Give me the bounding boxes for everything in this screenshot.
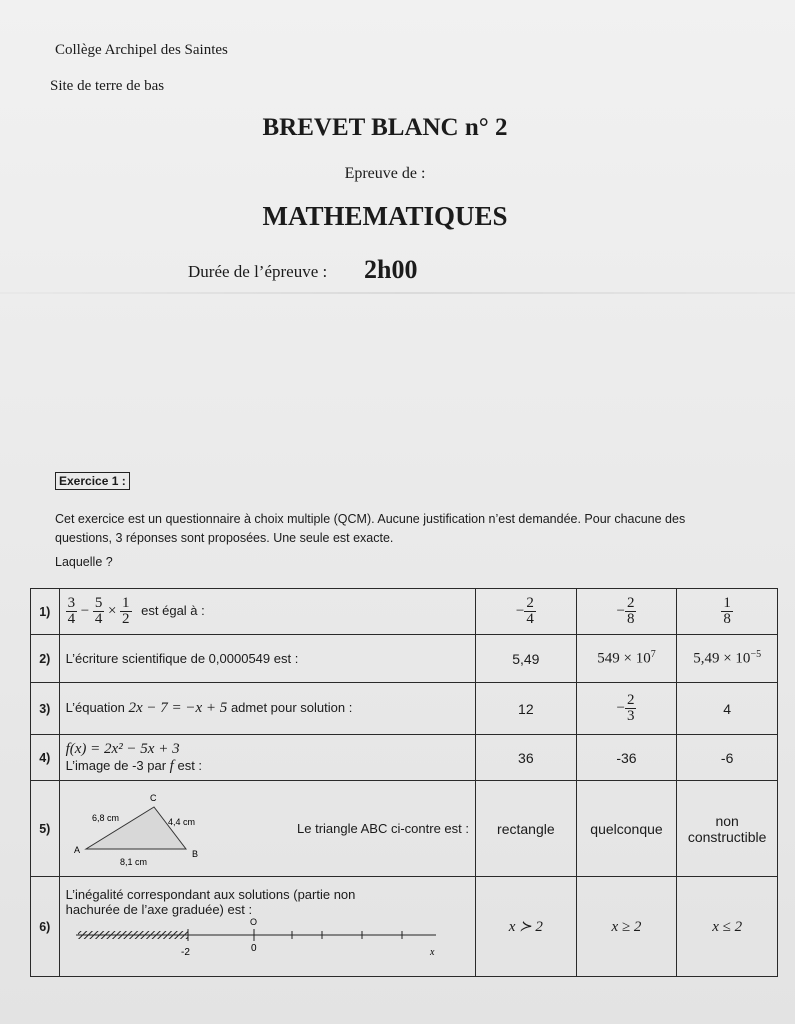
answer-cell: 4 — [677, 683, 778, 735]
duration-label: Durée de l’épreuve : — [188, 262, 328, 281]
question-text: L’écriture scientifique de 0,0000549 est : — [59, 635, 475, 683]
vertex-c: C — [149, 792, 157, 803]
answer-cell: rectangle — [476, 781, 577, 877]
origin-label: O — [249, 917, 257, 927]
fraction: $\frac{1}{8}$ — [723, 595, 731, 627]
answer-cell: 5,49 — [476, 635, 577, 683]
qcm-row — [31, 589, 778, 635]
answer-cell: -36 — [576, 735, 677, 781]
duration-value: 2h00 — [364, 255, 418, 284]
question-text: $\frac{3}{4}$ − $\frac{5}{4}$ × $\frac{1}{2}$ est égal à : — [59, 589, 475, 635]
fraction: $\frac{1}{2}$ — [122, 595, 130, 627]
side-ab: 8,1 cm — [119, 856, 147, 867]
fraction: $\frac{2}{8}$ — [626, 595, 635, 627]
vertex-a: A — [73, 844, 80, 855]
question-text: f(x) = 2x² − 5x + 3 L’image de -3 par f est : — [59, 735, 475, 781]
exercise-intro: Cet exercice est un questionnaire à choix multiple (QCM). Aucune justification n’est demandée. Pour chacune des questions, 3 réponses sont proposées. Une seule est exacte. — [55, 512, 686, 545]
qcm-row — [31, 781, 778, 877]
question-number: 5) — [31, 781, 60, 877]
axis-x-label: x — [429, 947, 435, 958]
triangle-figure — [66, 787, 206, 871]
fraction: $\frac{2}{3}$ — [626, 692, 635, 724]
exam-title: BREVET BLANC n° 2 — [262, 114, 508, 141]
fraction: $\frac{3}{4}$ — [67, 595, 76, 627]
side-ac: 6,8 cm — [91, 812, 119, 823]
qcm-row — [31, 877, 778, 977]
question-text — [59, 781, 475, 877]
answer-cell: non constructible — [677, 781, 778, 877]
side-bc: 4,4 cm — [167, 816, 195, 827]
answer-cell: 36 — [476, 735, 577, 781]
question-number: 6) — [31, 877, 60, 977]
epreuve-label: Epreuve de : — [344, 165, 426, 182]
answer-cell: $549 \times 10^7$ — [576, 635, 677, 683]
function-definition: f(x) = 2x² − 5x + 3 — [65, 740, 180, 757]
triangle-question: Le triangle ABC ci-contre est : — [297, 821, 469, 836]
school-name: Collège Archipel des Saintes — [55, 42, 228, 58]
fraction: $\frac{5}{4}$ — [94, 595, 103, 627]
question-text: L’inégalité correspondant aux solutions (partie non hachurée de l’axe graduée) est : O -2 0 x — [59, 877, 475, 977]
paper-fold — [0, 292, 795, 294]
answer-cell — [677, 589, 778, 635]
answer-cell: -6 — [677, 735, 778, 781]
answer-cell: − $\frac{2}{4}$ — [476, 589, 577, 635]
site-name: Site de terre de bas — [50, 78, 165, 94]
qcm-row — [31, 635, 778, 683]
answer-cell: 12 — [476, 683, 577, 735]
question-number: 1) — [31, 589, 60, 635]
vertex-b: B — [191, 848, 198, 859]
qcm-row — [31, 683, 778, 735]
tick-minus-2: -2 — [180, 947, 190, 958]
tick-zero: 0 — [250, 943, 257, 954]
qcm-table — [30, 588, 778, 977]
subject-title: MATHEMATIQUES — [262, 201, 508, 231]
qcm-row — [31, 735, 778, 781]
question-number: 4) — [31, 735, 60, 781]
answer-cell: − $\frac{2}{8}$ — [576, 589, 677, 635]
answer-cell: x ≤ 2 — [677, 877, 778, 977]
fraction: $\frac{2}{4}$ — [526, 595, 534, 627]
equation: 2x − 7 = −x + 5 — [128, 700, 228, 716]
answer-cell: quelconque — [576, 781, 677, 877]
answer-cell: − $\frac{2}{3}$ — [576, 683, 677, 735]
answer-cell: x ≥ 2 — [576, 877, 677, 977]
exercise-question: Laquelle ? — [55, 555, 113, 569]
answer-cell: x ≻ 2 — [476, 877, 577, 977]
exercise-label: Exercice 1 : — [55, 472, 130, 490]
question-text: L’équation 2x − 7 = −x + 5 admet pour solution : — [59, 683, 475, 735]
question-number: 2) — [31, 635, 60, 683]
answer-cell: $5,49 \times 10^{-5}$ — [677, 635, 778, 683]
number-line — [66, 917, 446, 963]
question-number: 3) — [31, 683, 60, 735]
